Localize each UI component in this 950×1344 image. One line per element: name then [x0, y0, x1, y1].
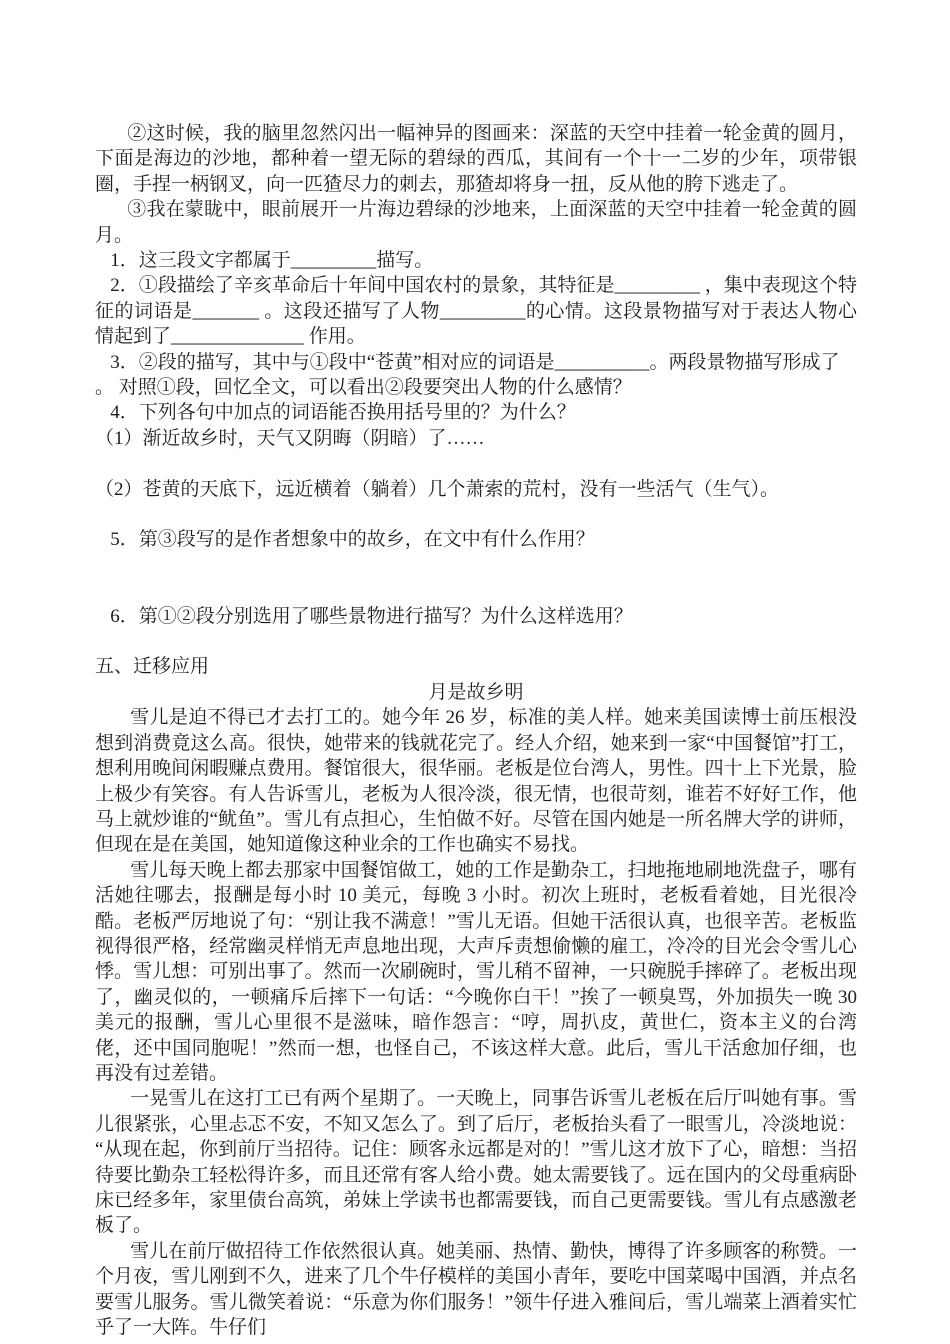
excerpt-paragraph-2: ②这时候，我的脑里忽然闪出一幅神异的图画来：深蓝的天空中挂着一轮金黄的圆月，下面是海边的沙地，都种着一望无际的碧绿的西瓜，其间有一个十一二岁的少年，项带银圈，手捏一柄钢叉，向一匹猹尽力的刺去，那猹却将身一扭，反从他的胯下逃走了。 — [95, 123, 857, 195]
answer-space-3 — [95, 553, 857, 604]
question-4-item-2: （2）苍黄的天底下，远近横着（躺着）几个萧索的荒村，没有一些活气（生气）。 — [95, 478, 780, 500]
excerpt-paragraph-3: ③我在蒙眬中，眼前展开一片海边碧绿的沙地来，上面深蓝的天空中挂着一轮金黄的圆月。 — [95, 199, 857, 246]
answer-space-2 — [95, 502, 857, 527]
answer-space-1 — [95, 451, 857, 476]
passage-title: 月是故乡明 — [428, 681, 524, 703]
question-6: 6．第①②段分别选用了哪些景物进行描写？为什么这样选用？ — [110, 605, 633, 627]
passage-paragraph-4: 雪儿在前厅做招待工作依然很认真。她美丽、热情、勤快，博得了许多顾客的称赞。一个月夜，雪儿刚到不久，进来了几个牛仔模样的美国小青年，要吃中国菜喝中国酒，并点名要雪儿服务。雪儿微笑着说：“乐意为你们服务！”领牛仔进入雅间后，雪儿端菜上酒着实忙乎了一大阵。牛仔们 — [95, 1240, 857, 1339]
passage-paragraph-2: 雪儿每天晚上都去那家中国餐馆做工，她的工作是勤杂工，扫地拖地刷地洗盘子，哪有活她往哪去，报酬是每小时 10 美元，每晚 3 小时。初次上班时，老板看着她，目光很冷酷。老板严厉地说了句：“别让我不满意！”雪儿无语。但她干活很认真，也很辛苦。老板监视得很严格，经常幽灵样悄无声息地出现，大声斥责想偷懒的雇工，冷冷的目光会令雪儿心悸。雪儿想：可别出事了。然而一次刷碗时，雪儿稍不留神，一只碗脱手摔碎了。老板出现了，幽灵似的，一顿痛斥后摔下一句话：“今晚你白干！”挨了一顿臭骂，外加损失一晚 30 美元的报酬，雪儿心里很不是滋味，暗作怨言：“哼，周扒皮，黄世仁，资本主义的台湾佬，还中国同胞呢！”然而一想，也怪自己，不该这样大意。此后，雪儿干活愈加仔细，也再没有过差错。 — [95, 859, 857, 1084]
answer-space-4 — [95, 629, 857, 654]
question-3-continuation: 。 对照①段，回忆全文，可以看出②段要突出人物的什么感情？ — [95, 377, 632, 399]
question-1: 1．这三段文字都属于_________描写。 — [110, 250, 434, 272]
question-3-line-1: 3．②段的描写，其中与①段中“苍黄”相对应的词语是__________。两段景物描写形成了 — [110, 351, 840, 373]
question-2: 2．①段描绘了辛亥革命后十年间中国农村的景象，其特征是_________ ，集中表现这个特征的词语是_______ 。这段还描写了人物_________的心情。这段景物描写对于表达人物心情起到了______________ 作用。 — [95, 275, 857, 348]
section-5-heading: 五、迁移应用 — [95, 656, 210, 678]
passage-paragraph-1: 雪儿是迫不得已才去打工的。她今年 26 岁，标准的美人样。她来美国读博士前压根没想到消费竟这么高。很快，她带来的钱就花完了。经人介绍，她来到一家“中国餐馆”打工，想利用晚间闲暇赚点费用。餐馆很大，很华丽。老板是位台湾人，男性。四十上下光景，脸上极少有笑容。有人告诉雪儿，老板为人很冷淡，很无情，也很苛刻，谁若不好好工作，他马上就炒谁的“鱿鱼”。雪儿有点担心，生怕做不好。尽管在国内她是一所名牌大学的讲师，但现在是在美国，她知道像这种业余的工作也确实不易找。 — [95, 707, 857, 856]
question-5: 5．第③段写的是作者想象中的故乡，在文中有什么作用？ — [110, 529, 595, 551]
question-4: 4．下列各句中加点的词语能否换用括号里的？为什么？ — [110, 402, 576, 424]
passage-paragraph-3: 一晃雪儿在这打工已有两个星期了。一天晚上，同事告诉雪儿老板在后厅叫她有事。雪儿很紧张，心里忐忑不安，不知又怎么了。到了后厅，老板抬头看了一眼雪儿，冷淡地说：“从现在起，你到前厅当招待。记住：顾客永远都是对的！”雪儿这才放下了心，暗想：当招待要比勤杂工轻松得许多，而且还常有客人给小费。她太需要钱了。远在国内的父母重病卧床已经多年，家里债台高筑，弟妹上学读书也都需要钱，而自己更需要钱。雪儿有点感激老板了。 — [95, 1088, 857, 1237]
question-4-item-1: （1）渐近故乡时，天气又阴晦（阴暗）了…… — [95, 427, 485, 449]
document-content — [95, 121, 857, 1340]
